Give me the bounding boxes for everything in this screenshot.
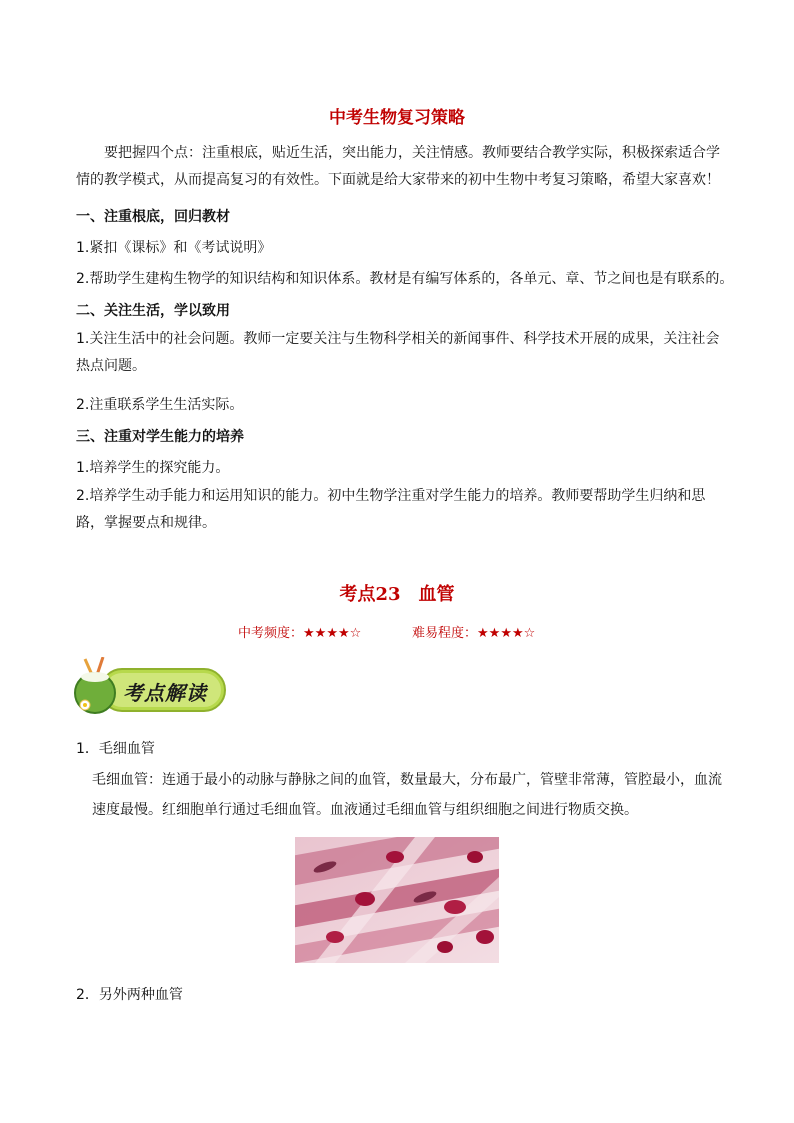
section-1-item-1: 1.紧扣《课标》和《考试说明》	[76, 240, 272, 256]
document-title: 中考生物复习策略	[329, 108, 465, 128]
frequency-rating	[238, 622, 361, 641]
topic-title: 考点23 血管	[339, 584, 455, 605]
point-1-heading: 1．毛细血管	[76, 741, 155, 757]
capillary-micrograph	[295, 837, 499, 963]
section-2-item-2: 2.注重联系学生生活实际。	[76, 397, 244, 413]
difficulty-rating	[412, 622, 535, 641]
banner-label: 考点解读	[123, 681, 207, 705]
section-2-heading: 二、关注生活，学以致用	[76, 303, 230, 319]
point-1-body: 毛细血管：连通于最小的动脉与静脉之间的血管，数量最大，分布最广，管壁非常薄，管腔最小，血流速度最慢。红细胞单行通过毛细血管。血液通过毛细血管与组织细胞之间进行物质交换。	[92, 772, 722, 818]
difficulty-stars: ★★★★☆	[477, 626, 536, 641]
section-banner	[71, 657, 231, 719]
section-1-item-2: 2.帮助学生建构生物学的知识结构和知识体系。教材是有编写体系的，各单元、章、节之间也是有联系的。	[76, 271, 734, 287]
point-2-heading: 2．另外两种血管	[76, 987, 183, 1003]
section-3-item-2: 2.培养学生动手能力和运用知识的能力。初中生物学注重对学生能力的培养。教师要帮助学生归纳和思路，掌握要点和规律。	[76, 488, 706, 531]
frequency-label: 中考频度：	[238, 626, 304, 641]
capillary-image	[295, 837, 499, 963]
frequency-stars: ★★★★☆	[303, 626, 362, 641]
intro-paragraph: 要把握四个点：注重根底，贴近生活，突出能力，关注情感。教师要结合教学实际，积极探索适合学情的教学模式，从而提高复习的有效性。下面就是给大家带来的初中生物中考复习策略，希望大家喜欢！	[76, 145, 720, 188]
section-2-item-1: 1.关注生活中的社会问题。教师一定要关注与生物科学相关的新闻事件、科学技术开展的成果，关注社会热点问题。	[76, 331, 720, 374]
section-3-heading: 三、注重对学生能力的培养	[76, 429, 244, 445]
section-1-heading: 一、注重根底，回归教材	[76, 209, 230, 225]
section-3-item-1: 1.培养学生的探究能力。	[76, 460, 230, 476]
difficulty-label: 难易程度：	[412, 626, 478, 641]
